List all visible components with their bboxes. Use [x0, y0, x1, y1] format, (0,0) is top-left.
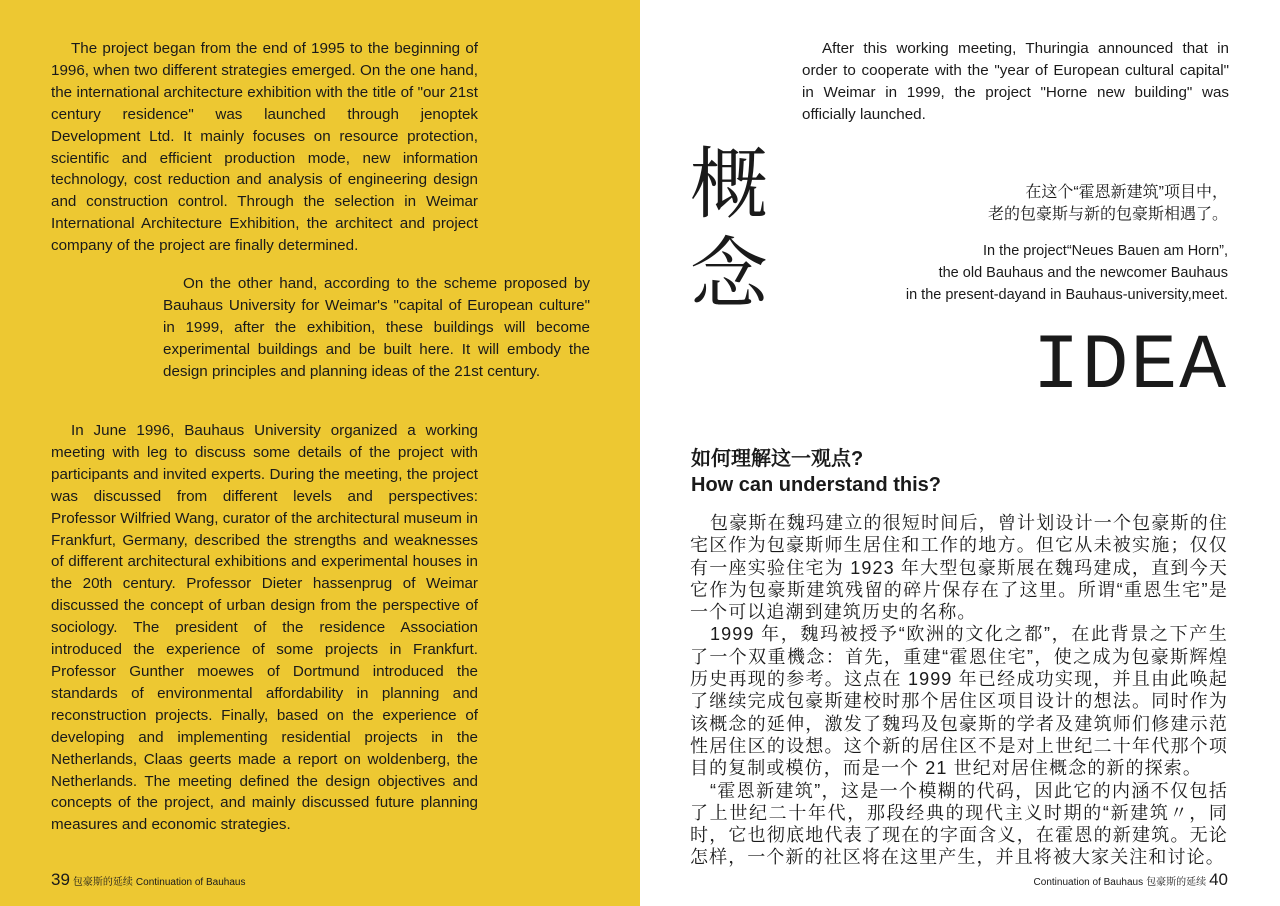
quote-cn: [988, 182, 1228, 226]
paragraph: On the other hand, according to the scheme proposed by Bauhaus University for Weimar's "capital of European culture" in 1999, after the exhibition, these buildings will become experimental buildings and be built here. It will embody the design principles and planning ideas of the 21st century.: [163, 275, 590, 380]
paragraph: “霍恩新建筑”，这是一个模糊的代码，因此它的内涵不仅包括了上世纪二十年代，那段经典的现代主义时期的“新建筑〃，同时，它也彻底地代表了现在的字面含义，在霍恩的新建筑。无论怎样，一个新的社区将在这里产生，并且将被大家关注和讨论。: [690, 780, 1228, 868]
paragraph: In June 1996, Bauhaus University organized a working meeting with leg to discuss some details of the project with participants and invited experts. During the meeting, the project was discussed from different levels and perspectives: Professor Wilfried Wang, curator of the architectural museum in Frankfurt, Germany, described the strengths and weaknesses of different architectural exhibitions and experimental houses in the 20th century. Professor Dieter hassenprug of Weimar discussed the concept of urban design from the perspective of sociology. The president of the residence Association introduced the experience of some projects in Frankfurt. Professor Gunther moewes of Dortmund introduced the standards of environmental affordability in planning and reconstruction projects. Finally, based on the experience of developing and implementing residential projects in the Netherlands, Claas geerts made a report on woldenberg, the Netherlands. The meeting defined the design objectives and concepts of the project, and mainly discussed future planning measures and economic strategies.: [51, 422, 478, 834]
title-char: 概: [690, 140, 769, 230]
paragraph: 包豪斯在魏玛建立的很短时间后，曾计划设计一个包豪斯的住宅区作为包豪斯师生居住和工作的地方。但它从未被实施；仅仅有一座实验住宅为 1923 年大型包豪斯展在魏玛建成，直到今天它作为包豪斯建筑残留的碎片保存在了这里。所谓“重恩生宅”是一个可以追潮到建筑历史的名称。: [690, 513, 1228, 623]
quote-line: in the present-dayand in Bauhaus-university,meet.: [905, 287, 1228, 303]
intro-paragraph: After this working meeting, Thuringia announced that in order to cooperate with the "year of European cultural capital" in Weimar in 1999, the project "Horne new building" was officially launched.: [802, 40, 1229, 123]
folio-cn: 包豪斯的延续: [1146, 877, 1207, 888]
quote-line: 老的包豪斯与新的包豪斯相遇了。: [987, 206, 1228, 223]
paragraph: 1999 年，魏玛被授予“欧洲的文化之都”，在此背景之下产生了一个双重機念：首先，重建“霍恩住宅”，使之成为包豪斯辉煌历史再现的参考。这点在 1999 年已经成功实现，并且由此唤起了继续完成包豪斯建校时那个居住区项目设计的想法。同时作为该概念的延伸，激发了魏玛及包豪斯的学者及建筑师们修建示范性居住区的设想。这个新的居住区不是对上世纪二十年代那个项目的复制或模仿，而是一个 21 世纪对居住概念的新的探索。: [690, 624, 1228, 779]
page-folio-right: [1034, 870, 1228, 890]
concept-title-cn: [690, 140, 780, 320]
quote-en: [906, 240, 1228, 306]
page-number: 40: [1209, 870, 1228, 889]
page-folio-left: [51, 870, 245, 890]
folio-en: Continuation of Bauhaus: [135, 877, 246, 888]
folio-cn: 包豪斯的延续: [72, 877, 133, 888]
folio-en: Continuation of Bauhaus: [1033, 877, 1144, 888]
title-char: 念: [690, 230, 769, 320]
page-number: 39: [51, 870, 70, 889]
quote-line: 在这个“霍恩新建筑”项目中，: [1025, 184, 1228, 201]
body-cn: [690, 512, 1228, 869]
paragraph: The project began from the end of 1995 to the beginning of 1996, when two different strategies emerged. On the one hand, the international architecture exhibition with the title of "our 21st century residence" was launched through jenoptek Development Ltd. It mainly focuses on resource protection, scientific and efficient production mode, new information technology, cost reduction and analysis of engineering design and construction control. Through the selection in Weimar International Architecture Exhibition, the architect and project company of the project are finally determined.: [51, 40, 478, 255]
quote-line: In the project“Neues Bauen am Horn”,: [982, 243, 1228, 259]
heading-cn: 如何理解这一观点?: [691, 448, 864, 470]
quote-line: the old Bauhaus and the newcomer Bauhaus: [938, 265, 1228, 281]
heading-en: How can understand this?: [691, 474, 942, 496]
idea-title: IDEA: [1032, 323, 1228, 411]
